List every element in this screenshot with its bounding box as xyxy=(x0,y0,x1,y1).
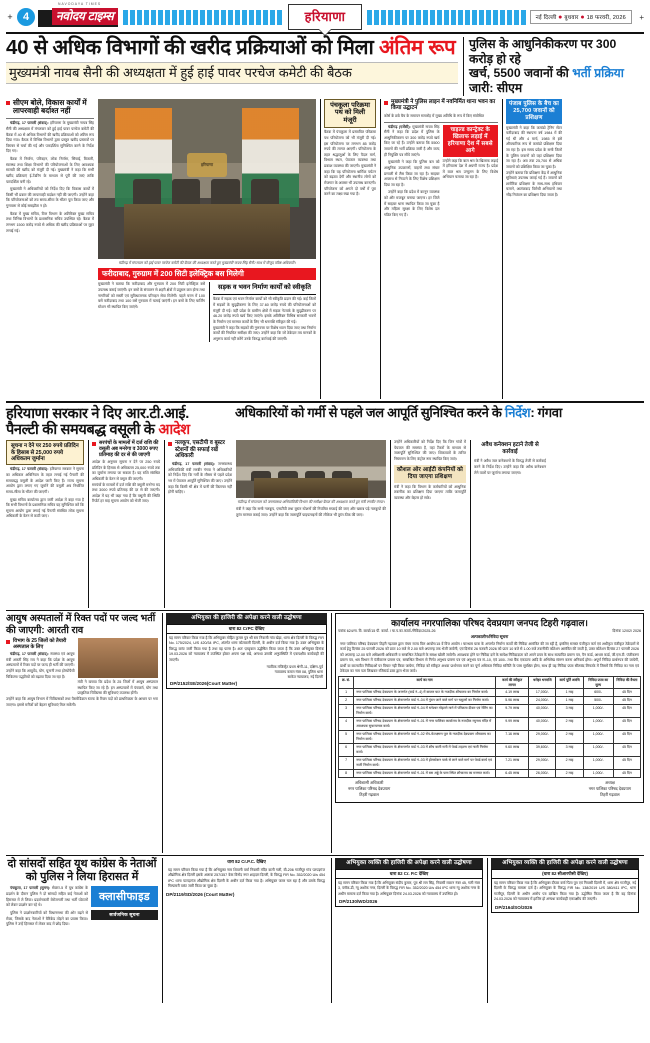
notice-3-col xyxy=(331,858,483,1003)
tender-sign-left xyxy=(348,780,390,798)
lower-grid xyxy=(6,613,644,853)
cell-duration: 3 माह xyxy=(556,744,583,757)
police-headline-highlight: भर्ती प्रक्रिया xyxy=(572,66,624,81)
col-police xyxy=(380,99,498,399)
cell-form: 600/- xyxy=(583,689,613,697)
lead-headline-text: 40 से अधिक विभागों की खरीद प्रक्रियाओं को मिला xyxy=(6,36,379,59)
cell-cost: 5.96 लाख xyxy=(496,697,529,705)
cell-work: नगर पालिका परिषद देवप्रयाग के क्षेत्रान्तर्गत वार्ड नं.-04 में धनेश्वर मोहल्ले मार्ग में परिक्रमा दीवार एवं रेलिंग का निर्माण कार्य। xyxy=(354,705,496,718)
notice-1-court-1: न्यायिक मजिस्ट्रेट प्रथम श्रेणी-11, दक्षिण-पूर्व xyxy=(266,664,323,669)
road-body: बैठक में सड़क एवं भवन निर्माण कार्यों को भी स्वीकृति प्रदान की गई। कई जिलों में सड़कों के सुदृढ़ीकरण के लिए 37.60 करोड़ रुपये की परियोजनाओं को मंजूरी दी गई। वहीं प्रदेश के ग्रामीण क्षेत्रों में सड़क नेटवर्क के सुदृढ़ीकरण पर 46.20 करोड़ रुपये खर्च किए जाएंगे। इसके अतिरिक्त विभिन्न सरकारी भवनों के निर्माण एवं मरम्मत कार्यों के लिए भी धनराशि स्वीकृत की गई। xyxy=(212,297,316,324)
cell-duration: 2 माह xyxy=(556,757,583,770)
notice-1-col xyxy=(162,613,327,853)
lead-headline-row xyxy=(6,37,644,96)
table-row xyxy=(339,689,641,697)
cell-work: नगर पालिका परिषद देवप्रयाग के क्षेत्रान्तर्गत वार्ड नं.-03 में होमस्टेशन पार्क से लाने वाले मार्ग पर पेवर्ड कार्य एवं नाली निर्माण कार्य। xyxy=(354,757,496,770)
police-text-col xyxy=(384,125,440,221)
water-text-col xyxy=(390,440,466,608)
dateline xyxy=(530,10,632,24)
dateline-city: नई दिल्ली xyxy=(535,14,557,21)
table-row xyxy=(339,697,641,705)
notice-1-title: अभियुक्त की हाजिरी की अपेक्षा करने वाली उद्घोषणा xyxy=(166,613,327,624)
table-row xyxy=(339,770,641,778)
seat-3 xyxy=(211,179,239,205)
water-headline-hl: निर्देश xyxy=(504,404,531,420)
cell-form: 1,000/- xyxy=(583,757,613,770)
water-bullet: नलकूप, एसटीपी व बूस्टर स्टेशनों की सफाई रखें अधिकारी xyxy=(168,440,232,460)
cell-deposit: 39,600/- xyxy=(529,744,556,757)
cell-sn: 5 xyxy=(339,731,354,744)
masthead xyxy=(6,1,644,30)
rti-body-3: आदेश के अनुसार सूचना न देने पर 250 रुपये प्रतिदिन के हिसाब से अधिकतम 25,000 रुपये तक का जुर्माना लगाया जा सकता है। यह राशि संबंधित अधिकारी के वेतन से वसूल की जाएगी। xyxy=(92,460,160,481)
th-deposit: धरोहर धनराशि xyxy=(529,677,556,689)
water-photo xyxy=(236,440,386,498)
table-row xyxy=(339,731,641,744)
congress-dateline: पंचकूला, 17 फरवरी (सुमन): xyxy=(10,886,51,891)
water-photo-col xyxy=(236,440,386,608)
ayush-body-3: उन्होंने कहा कि आयुष विभाग में चिकित्सकों तथा पैरामेडिकल स्टाफ के रिक्त पदों को प्राथमिकता के आधार पर भरा जाएगा। इससे मरीजों को बेहतर सुविधाएं मिल सकेंगी। xyxy=(6,696,158,707)
ayush-para-1 xyxy=(6,652,75,680)
cell-cost: 9.79 लाख xyxy=(496,705,529,718)
bottom-grid xyxy=(6,858,644,1003)
police-headline-a: खर्च, 5500 जवानों की xyxy=(469,66,573,81)
podium xyxy=(124,204,290,258)
notice-3-section: धारा 82 Cr. P.C देखिए xyxy=(336,870,482,879)
lead-para-2: बैठक में निर्माण, परिवहन, लोक निर्माण, सिंचाई, बिजली, स्वास्थ्य तथा शिक्षा विभागों की परियोजनाओं के लिए आवश्यक सामग्री की खरीद को मंजूरी दी गई। मुख्यमंत्री ने कहा कि सभी खरीद प्रक्रियाएं ई-टेंडरिंग के माध्यम से पूरी की जाएं ताकि पारदर्शिता बनी रहे। xyxy=(6,157,94,184)
cell-sn: 2 xyxy=(339,697,354,705)
rti-dateline: चंडीगढ़, 17 फरवरी (संवाद): xyxy=(10,467,49,472)
congress-text xyxy=(6,886,88,929)
notice-3-title: अभियुक्त व्यक्ति की हाजिरी की अपेक्षा करने वाली उद्घोषणा xyxy=(335,858,483,869)
notice-1-body: यह समन परिवार किया गया है कि अभियुक्त मोहित कुमार पुत्र श्री राम निवासी गांव खेड़ा, थाना क्षेत्र दिल्ली के विरुद्ध FIR No. 175/2024, U/S 420/34 IPC, अंतर्गत थाना कोतवाली दिल्ली, के अधीन दर्ज किया गया है। उक्त अभियुक्त के विरुद्ध वारंट जारी किया गया है तथा वह फरार है। अतः एतद्द्वारा उद्घोषित किया जाता है कि उक्त अभियुक्त दिनांक 19.03.2026 को न्यायालय में उपस्थित होकर अपना पक्ष रखे, अन्यथा उसकी अनुपस्थिति में एकपक्षीय कार्यवाही की जाएगी। xyxy=(169,636,324,662)
cell-form: 1,000/- xyxy=(583,770,613,778)
water-body-1 xyxy=(168,462,232,496)
cell-sn: 3 xyxy=(339,705,354,718)
ayush-dateline: चंडीगढ़, 17 फरवरी (संवाद): xyxy=(10,652,49,657)
classified-col xyxy=(91,886,158,929)
bus-banner: फरीदाबाद, गुरुग्राम में 200 सिटी इलेक्ट्रिक बस मिलेगी xyxy=(98,268,316,281)
notice-4-title: अभियुक्त व्यक्ति की हाजिरी की अपेक्षा करने वाली उद्घोषणा xyxy=(491,858,639,869)
section-tab-haryana xyxy=(288,4,363,30)
lead-right-col xyxy=(463,37,643,96)
water-headline-col xyxy=(235,406,642,438)
cell-duration: 1 माह xyxy=(556,697,583,705)
police-para-3: उन्होंने कहा कि प्रदेश में कानून व्यवस्था को और मजबूत बनाया जाएगा। हर जिले में साइबर थाना स्थापित किया जा चुका है और महिला सुरक्षा के लिए विशेष दल गठित किए गए हैं। xyxy=(384,190,440,217)
cell-duration: 3 माह xyxy=(556,705,583,718)
police-subnote: कोर्स के छठे बैच के समापन समारोह में मुख्य अतिथि के रूप में किए संबोधित xyxy=(384,113,484,118)
cell-deposit: 29,000/- xyxy=(529,757,556,770)
section-divider-3 xyxy=(6,855,644,856)
water-subbox-title: कौशल ओर आईटी कंपनियों को दिया जाएगा प्रशिक्षण xyxy=(394,465,466,483)
classified-badge: क्लासीफाइड xyxy=(91,886,158,907)
lead-body-1: हरियाणा के मुख्यमंत्री नायब सिंह सैनी की अध्यक्षता में मंगलवार को हुई हाई पावर परचेज कमेटी की बैठक में 40 से अधिक विभागों की खरीद प्रक्रियाओं को अंतिम रूप दिया गया। बैठक में विभिन्न विभागों द्वारा प्रस्तुत खरीद प्रस्तावों पर विस्तार से चर्चा की गई और पारदर्शिता सुनिश्चित करने के निर्देश दिए गए। xyxy=(6,121,94,154)
police-body xyxy=(384,125,440,219)
table-row xyxy=(339,757,641,770)
public-notice-label: सार्वजनिक सूचना xyxy=(91,910,158,920)
ayush-body-2: मंत्री ने बताया कि प्रदेश के 25 जिलों में आयुष अस्पताल स्थापित किए जा रहे हैं। इन अस्पतालों में पंचकर्म, योग तथा प्राकृतिक चिकित्सा की सुविधाएं उपलब्ध होंगी। xyxy=(77,680,158,696)
col-lead-text xyxy=(6,99,94,399)
water-para-1 xyxy=(168,462,232,496)
rti-para-2: मुख्य सचिव कार्यालय द्वारा जारी आदेश में कहा गया है कि सभी विभागों के प्रशासनिक सचिव यह सुनिश्चित करें कि सूचना आयोग द्वारा लगाई गई पैनल्टी संबंधित लोक सूचना अधिकारी के वेतन से काटी जाए। xyxy=(6,497,84,519)
water-b1: जनस्वास्थ्य अभियांत्रिकी मंत्री रणबीर गंगवा ने अधिकारियों को निर्देश दिए कि गर्मी के मौसम से पहले प्रदेश भर में पेयजल आपूर्ति सुनिश्चित की जाए। उन्होंने कहा कि किसी भी क्षेत्र में पानी की किल्लत नहीं होनी चाहिए। xyxy=(168,462,232,495)
cell-cost: 7.16 लाख xyxy=(496,731,529,744)
cell-validity: 45 दिन xyxy=(613,770,640,778)
cell-duration: 2 माह xyxy=(556,731,583,744)
middle-headline-row xyxy=(6,406,644,438)
cell-deposit: 29,000/- xyxy=(529,731,556,744)
lead-bullet: सीएम बोले, विकास कार्यों में लापरवाही बर्दाश्त नहीं xyxy=(6,99,94,117)
congress-col xyxy=(6,858,158,1003)
sign-right-1: अध्यक्ष xyxy=(605,780,615,786)
lead-body xyxy=(6,121,94,234)
tender-box xyxy=(335,613,644,803)
table-row xyxy=(339,705,641,718)
notice-1-court xyxy=(167,665,326,681)
cell-work: नगर पालिका परिषद देवप्रयाग के क्षेत्रान्तर्गत वार्ड नं.-01 में नगर पालिका कार्यालय के नजदीक रघुनाथ मंदिर में आवश्यक सुधारात्मक कार्य। xyxy=(354,718,496,731)
bus-body: मुख्यमंत्री ने बताया कि फरीदाबाद और गुरुग्राम में 200 सिटी इलेक्ट्रिक बसें उपलब्ध कराई जाएंगी। इन बसों के संचालन से शहरी क्षेत्रों में प्रदूषण कम होगा तथा नागरिकों को सस्ती एवं सुविधाजनक परिवहन सेवा मिलेगी। पहले चरण में 100 बसें फरीदाबाद तथा 100 बसें गुरुग्राम में चलाई जाएंगी। इन बसों के लिए चार्जिंग स्टेशन भी स्थापित किए जाएंगे। xyxy=(98,282,205,309)
section-divider-2 xyxy=(6,610,644,611)
w-table xyxy=(254,478,368,498)
police-para-2: मुख्यमंत्री ने कहा कि पुलिस बल को आधुनिक उपकरणों, वाहनों तथा संचार प्रणाली से लैस किया जा रहा है। साइबर अपराध से निपटने के लिए विशेष प्रशिक्षण दिया जा रहा है। xyxy=(384,160,440,187)
th-form: निविदा प्रपत्र का मूल्य xyxy=(583,677,613,689)
police-redbox-body: उन्होंने कहा कि बाल श्रम के खिलाफ लड़ाई में हरियाणा देश में अग्रणी राज्य है। प्रदेश में बाल श्रम उन्मूलन के लिए विशेष अभियान चलाया जा रहा है। xyxy=(442,158,499,180)
th-cost: कार्य की स्वीकृत लागत xyxy=(496,677,529,689)
water-dateline: चंडीगढ़, 17 फरवरी (संवाद): xyxy=(172,462,216,467)
cell-cost: 9.60 लाख xyxy=(496,744,529,757)
tender-signatures xyxy=(338,778,641,800)
lead-headline xyxy=(6,37,458,60)
notice-3-refno: DP/2130/WD/2026 xyxy=(339,899,378,905)
tender-office-title: कार्यालय नगरपालिका परिषद देवप्रयाग जनपद टिहरी गढ़वाल। xyxy=(391,618,588,629)
notice-2-section: धारा 82 Cr.P.C. देखिए xyxy=(227,859,266,865)
logo-wordmark: नवोदय टाइम्स xyxy=(52,8,118,27)
bus-col xyxy=(98,282,205,342)
ayush-headline: आयुष अस्पतालों में रिक्त पदों पर जल्द भर्ती की जाएगी: आरती राव xyxy=(6,613,156,636)
approval-body: बैठक में पंचकूला में प्रस्तावित परिक्रमा पथ परियोजना को भी मंजूरी दी गई। इस परियोजना पर लगभग 85 करोड़ रुपये की लागत आएगी। परियोजना के तहत श्रद्धालुओं के लिए पैदल मार्ग, विश्राम स्थल, पेयजल व्यवस्था तथा प्रकाश व्यवस्था की जाएगी। मुख्यमंत्री ने कहा कि यह परियोजना धार्मिक पर्यटन को बढ़ावा देगी और स्थानीय लोगों को रोजगार के अवसर भी उपलब्ध कराएगी। परियोजना को अगले दो वर्षों में पूरा करने का लक्ष्य रखा गया है। xyxy=(324,130,376,197)
dateline-day: बुधवार xyxy=(564,14,579,21)
cell-deposit: 24,000/- xyxy=(529,697,556,705)
tender-letter-no: पत्रांक 624/ना. वि. कार्या/15 पी. कार्या. / चा.प.का.कार्या./निविदा/2025-26 xyxy=(338,629,436,634)
lead-left-col xyxy=(6,37,458,96)
cell-validity: 45 दिन xyxy=(613,731,640,744)
tender-sign-right xyxy=(589,780,631,798)
cell-work: नगर पालिका परिषद देवप्रयाग के क्षेत्रान्तर्गत वार्ड नं.-01 में बस अड्डे के पास स्थित शौचालय का मरम्मत कार्य। xyxy=(354,770,496,778)
decorative-bars-left xyxy=(123,10,282,25)
cell-sn: 7 xyxy=(339,757,354,770)
water-bullet-col xyxy=(164,440,232,608)
tender-date: दिनांक 12/02/ 2026 xyxy=(612,629,641,634)
notice-1-court-2: न्यायालय कमरा नंबर 08, पुलिस थाना xyxy=(274,669,323,674)
cell-validity: 45 दिन xyxy=(613,718,640,731)
rti-body-1: हरियाणा सरकार ने सूचना का अधिकार अधिनियम के तहत लगाई गई पैनल्टी की समयबद्ध वसूली के आदेश जारी किए हैं। राज्य सूचना आयोग द्वारा लगाए गए जुर्माने की वसूली अब निर्धारित समय-सीमा के भीतर की जाएगी। xyxy=(6,467,84,494)
page-number-badge: 4 xyxy=(17,8,35,26)
training-body-2: उन्होंने बताया कि प्रशिक्षण केंद्र में आधुनिक सुविधाएं उपलब्ध कराई गई हैं। जवानों को शारीरिक प्रशिक्षण के साथ-साथ हथियार चलाने, आतंकवाद विरोधी अभियानों तथा भीड़ नियंत्रण का प्रशिक्षण दिया जाता है। xyxy=(506,170,563,198)
training-title: पंजाब पुलिस के बैच का 25,700 जवानों को प्रशिक्षण xyxy=(506,99,562,124)
rti-bullet-col xyxy=(88,440,160,608)
cell-work: नगर पालिका परिषद देवप्रयाग के क्षेत्रान्तर्गत वार्ड नं.-03 में शौच वाली गली में पेवर्ड टाइल्स एवं नाली निर्माण कार्य। xyxy=(354,744,496,757)
logo-black-block xyxy=(38,10,52,27)
water-body-3: उन्होंने अधिकारियों को निर्देश दिए कि जिन गांवों में पेयजल की समस्या है, वहां टैंकरों के माध्यम से जलापूर्ति सुनिश्चित की जाए। शिकायतों के त्वरित निस्तारण के लिए कंट्रोल रूम स्थापित किए जाएं। xyxy=(394,440,466,461)
notice-4-body: यह समन परिवार किया गया है कि अभियुक्त दीपक वर्मा पिता पुत्र एवं निवासी दिल्ली में, थाना क्षेत्र गाजीपुर, नई दिल्ली के विरुद्ध मामला दर्ज है। अभियुक्त के विरुद्ध FIR No. 138/2019 U/S 380/411 IPC, थाना गाजीपुर, दिल्ली के अधीन आरोप पत्र दाखिल किया गया है। उद्घोषित किया जाता है कि वह दिनांक 24.03.2026 को न्यायालय में हाजिर हो अन्यथा कार्यवाही एकपक्षीय की जाएगी। xyxy=(494,881,636,902)
lead-photo-caption: चंडीगढ़ में मंगलवार को हाई पावर परचेज कमेटी की बैठक की अध्यक्षता करते हुए मुख्यमंत्री नायब सिंह सैनी। साथ में मौजूद वरिष्ठ अधिकारी। xyxy=(118,260,296,265)
cell-cost: 9.99 लाख xyxy=(496,718,529,731)
col-photo xyxy=(98,99,316,399)
cell-validity: 45 दिन xyxy=(613,744,640,757)
notice-4-col xyxy=(487,858,639,1003)
rti-headline-2 xyxy=(6,422,231,438)
cell-deposit: 26,000/- xyxy=(529,770,556,778)
ayush-bullet: विभाग के 25 जिलों को तैयारी अस्पताल के लिए xyxy=(6,638,75,650)
section-tab-label: हरियाणा xyxy=(304,9,346,24)
cell-form: 1,000/- xyxy=(583,744,613,757)
middle-body-grid xyxy=(6,440,644,608)
congress-body-row xyxy=(6,886,158,929)
congress-para-2: पुलिस ने प्रदर्शनकारियों को विधानसभा की ओर बढ़ने से रोका, जिसके बाद नेताओं ने बैरिकेड तोड़ने का प्रयास किया। पुलिस ने उन्हें हिरासत में लेकर बाद में छोड़ दिया। xyxy=(6,910,88,927)
congress-para-1 xyxy=(6,886,88,909)
police-body-1: मुख्यमंत्री नायब सिंह सैनी ने कहा कि प्रदेश में पुलिस के आधुनिकीकरण पर 300 करोड़ रुपये खर्च किए जा रहे हैं। उन्होंने बताया कि 5500 जवानों की भर्ती प्रक्रिया जारी है और जल्द ही नियुक्ति पत्र सौंपे जाएंगे। xyxy=(384,124,440,157)
th-sn: क्र. सं. xyxy=(339,677,354,689)
lead-para-4: बैठक में मुख्य सचिव, वित्त विभाग के अतिरिक्त मुख्य सचिव तथा विभिन्न विभागों के प्रशासनिक सचिव उपस्थित रहे। बैठक में लगभग 1500 करोड़ रुपये से अधिक की खरीद प्रक्रियाओं पर मुहर लगाई गई। xyxy=(6,211,94,233)
rti-body-4: सरपंचों के मामलों में दर्ज राशि की वसूली मनरेगा मद तथा 3000 रुपये प्रतिमाह की दर से की जाएगी। आदेश में यह भी कहा गया है कि वसूली की स्थिति रिपोर्ट हर माह सूचना आयोग को भेजी जाए। xyxy=(92,482,160,504)
seat-1 xyxy=(133,179,161,205)
decorative-bars-right xyxy=(367,10,526,25)
notice-3-body: यह समन परिवार किया गया है कि अभियुक्त संदीप कुमार, पुत्र श्री राम सिंह, निवासी मकान नंबर 45, गली नंबर 3, ब्लॉक-डी, न्यू अशोक नगर, दिल्ली के विरुद्ध FIR No. 352/2020 U/s 454 IPC थाना न्यू अशोक नगर के अधीन मामला दर्ज किया गया है। अभियुक्त दिनांक 24.03.2026 को न्यायालय में उपस्थित हो। xyxy=(338,881,480,896)
cell-form: 1,000/- xyxy=(583,731,613,744)
water-headline-end: : गंगवा xyxy=(530,404,563,420)
road-col xyxy=(209,282,316,342)
police-body-row xyxy=(384,125,498,221)
cell-duration: 1 माह xyxy=(556,689,583,697)
tender-subtitle: अल्पकालीन/निविदा सूचना xyxy=(470,634,509,640)
divider-2 xyxy=(384,122,498,123)
cell-cost: 7.21 लाख xyxy=(496,757,529,770)
dateline-date: 18 फरवरी, 2026 xyxy=(586,14,626,21)
cell-validity: 45 दिन xyxy=(613,757,640,770)
congress-b1: सेक्टर-5 में यूथ कांग्रेस के प्रदर्शन के दौरान पुलिस ने दो सांसदों सहित कई नेताओं को हिरासत में ले लिया। प्रदर्शनकारी बेरोजगारी तथा भर्ती घोटालों को लेकर प्रदर्शन कर रहे थे। xyxy=(6,886,88,908)
water-subbox2-title: अवैध कनेक्शन हटाने तेजी से कार्रवाई xyxy=(481,442,539,455)
cell-form: 500/- xyxy=(583,697,613,705)
cell-sn: 8 xyxy=(339,770,354,778)
cell-work: नगर पालिका परिषद देवप्रयाग के क्षेत्रान्तर्गत वार्ड नं.-04 में गुंठन जाने वाले मार्ग पर चबूतरों का निर्माण कार्य। xyxy=(354,697,496,705)
rti-headline-2-hl: आदेश xyxy=(158,421,190,438)
cell-validity: 45 दिन xyxy=(613,697,640,705)
th-validity: निविदा की वैधता xyxy=(613,677,640,689)
sign-right-2: नगर पालिका परिषद देवप्रयाग xyxy=(588,786,631,792)
state-emblem: हरियाणा xyxy=(187,153,227,177)
notice-1-refno: DP/2152/SE/2026(Court Matter) xyxy=(170,680,238,686)
road-title: सड़क व भवन निर्माण कार्यों को स्वीकृति xyxy=(213,282,316,295)
cell-sn: 4 xyxy=(339,718,354,731)
police-headline-line1: पुलिस के आधुनिकीकरण पर 300 करोड़ हो रहे xyxy=(469,37,617,66)
rti-body xyxy=(6,467,84,520)
cell-validity: 45 दिन xyxy=(613,705,640,718)
notice-4-box xyxy=(491,869,639,913)
crop-mark-left: + xyxy=(7,12,13,22)
divider-1 xyxy=(6,118,94,119)
col-training xyxy=(502,99,562,399)
ayush-left xyxy=(6,638,75,697)
police-para-1 xyxy=(384,125,440,159)
publication-logo xyxy=(38,1,118,27)
lead-headline-highlight: अंतिम रूप xyxy=(378,36,456,59)
upper-body-grid xyxy=(6,99,644,399)
crop-mark-right: + xyxy=(639,12,644,22)
sign-right-3: टिहरी गढ़वाल xyxy=(600,792,620,798)
seat-4 xyxy=(251,179,279,205)
rti-headline-1: हरियाणा सरकार ने दिए आर.टी.आई. xyxy=(6,405,189,422)
cell-deposit: 17,000/- xyxy=(529,689,556,697)
table-row xyxy=(339,718,641,731)
dateline-sep-1: ● xyxy=(558,14,563,21)
police-bullet: मुख्यमंत्री ने पुलिस लाइन में नवनिर्मित थाना भवन का किया उद्घाटन xyxy=(384,99,498,112)
col-approval xyxy=(320,99,376,399)
lead-photo xyxy=(98,99,316,259)
lead-para-3: मुख्यमंत्री ने अधिकारियों को निर्देश दिए कि विकास कार्यों में किसी भी प्रकार की लापरवाही बर्दाश्त नहीं की जाएगी। उन्होंने कहा कि परियोजनाओं को तय समय-सीमा के भीतर पूरा किया जाए और गुणवत्ता से कोई समझौता न हो। xyxy=(6,187,94,209)
bus-road-row xyxy=(98,282,316,342)
notice-1-section: धारा 82 CrPC देखिए xyxy=(167,625,326,634)
cell-duration: 2 माह xyxy=(556,718,583,731)
rti-box-title: सूचना न देने पर 250 रुपये प्रतिदिन के हिसाब से 25,000 रुपये अधिकतम जुर्माना xyxy=(6,440,84,465)
tender-col xyxy=(331,613,644,853)
notice-2-refno: DP/2119/SD/2026 (Court Matter) xyxy=(166,891,235,897)
cell-deposit: 40,000/- xyxy=(529,705,556,718)
water-headline-text: अधिकारियों को गर्मी से पहले जल आपूर्ति सुनिश्चित करने के xyxy=(235,404,505,420)
congress-headline: दो सांसदों सहित यूथ कांग्रेस के नेताओं को पुलिस ने लिया हिरासत में xyxy=(7,858,157,884)
congress-body xyxy=(6,886,88,927)
cell-deposit: 40,000/- xyxy=(529,718,556,731)
ayush-col xyxy=(6,613,158,853)
cell-validity: 45 दिन xyxy=(613,689,640,697)
ayush-body-1 xyxy=(6,652,75,680)
police-headline-line2 xyxy=(469,66,643,95)
section-divider-1 xyxy=(6,401,644,403)
water-text-col-2 xyxy=(470,440,546,608)
tender-table xyxy=(338,676,641,778)
water-body-2: मंत्री ने कहा कि सभी नलकूप, एसटीपी तथा बूस्टर स्टेशनों की नियमित सफाई की जाए और खराब पड़े नलकूपों की तुरंत मरम्मत कराई जाए। उन्होंने कहा कि जलापूर्ति पाइपलाइनों की लीकेज भी तुरंत ठीक की जाए। xyxy=(236,507,386,517)
ayush-portrait xyxy=(78,638,158,678)
approval-title: पंचकूला परिक्रमा पथ को मिली मंजूरी xyxy=(324,99,376,129)
seat-2 xyxy=(172,179,200,205)
notice-3-box xyxy=(335,869,483,907)
cell-form: 1,000/- xyxy=(583,705,613,718)
police-headline-c: जारी: सीएम xyxy=(469,80,523,95)
table-row xyxy=(339,744,641,757)
ayush-b1: स्वास्थ्य एवं आयुष मंत्री आरती सिंह राव ने कहा कि प्रदेश के आयुष अस्पतालों में रिक्त पदों पर जल्द ही भर्ती की जाएगी। उन्होंने कहा कि आयुर्वेद, योग, यूनानी तथा होम्योपैथी चिकित्सा पद्धतियों को बढ़ावा दिया जा रहा है। xyxy=(6,652,75,679)
notice-4-section: (धारा 82 सीआरपीसी देखिए) xyxy=(492,870,638,879)
cell-work: नगर पालिका परिषद देवप्रयाग के अन्तर्गत (वार्ड नं.-4) में बाजार घाट के नजदीक शौचालय का निर्माण कार्य। xyxy=(354,689,496,697)
police-dateline: चंडीगढ़ (एजेंसी): xyxy=(388,124,411,129)
cell-duration: 2 माह xyxy=(556,770,583,778)
training-body: मुख्यमंत्री ने कहा कि कमांडो ट्रेनिंग सेंटर फरीदाबाद की स्थापना वर्ष 1984 में की गई थी और 4 मार्च, 1985 से इसे औपचारिक रूप से कमांडो प्रशिक्षण दिया जा रहा है। इस समय प्रदेश के सभी जिलों के पुलिस जवानों को यहां प्रशिक्षण दिया जा रहा है। अब तक 25,700 से अधिक जवानों को प्रशिक्षित किया जा चुका है। xyxy=(506,125,562,169)
cell-cost: 4.19 लाख xyxy=(496,689,529,697)
rti-bullet: सरपंचों के मामलों में दर्ज राशि की वसूली अब मनरेगा व 3000 रुपए प्रतिमाह की दर से की जाएगी xyxy=(92,440,160,458)
cell-sn: 6 xyxy=(339,744,354,757)
lead-para-1 xyxy=(6,121,94,155)
water-subbox-body: मंत्री ने कहा कि विभाग के कर्मचारियों को आधुनिक तकनीक का प्रशिक्षण दिया जाएगा ताकि जलापूर्ति व्यवस्था और बेहतर हो सके। xyxy=(394,484,466,500)
rti-box-col xyxy=(6,440,84,608)
cell-sn: 1 xyxy=(339,689,354,697)
lead-dateline: चंडीगढ़, 17 फरवरी (संवाद): xyxy=(10,121,49,126)
tender-rows xyxy=(339,689,641,778)
ayush-body-row xyxy=(6,638,158,697)
notice-2-col xyxy=(162,858,327,1003)
tender-intro: नगर पालिका परिषद देवप्रयाग टिहरी गढ़वाल द्वारा पंचम राज्य वित्त आयोग/15 वें वित्त आयोग / चारधाम यात्रा के अन्तर्गत निर्माण कार्यों की निविदा आमंत्रित की जा रही है, इसलिए समस्त पंजीकृत फर्म एवं अधीकृत पंजीकृत ठेकेदारों से कार्य हेतु दिनांक 25 फरवरी 2026 को प्रातः 10 बजे से 2.00 बजे अपरान्ह तक भेजी जायेगी, एवं दिनांक 26 फरवरी 2026 को प्रातः 10 बजे से 1.00 बजे तकनीकी कोटेशन आमंत्रित की जाती है, उक्त कोटेशन दिनांक 27 फरवरी 2026 को अपरान्ह 12.00 बजे अधिशासी अधिकारी व सम्बन्धित ठेकेदारों के समक्ष खोली जायेगी। आवश्यक होने पर निविदा दरों के सापेक्ष निविदादाता को अपने प्रपत्र के साथ सत्यापित प्रमाण पत्र, पैन कार्ड, आधार कार्ड, जी.एस.टी. पंजीकरण प्रमाण पत्र, श्रम विभाग में पंजीकरण प्रमाण पत्र, सम्बन्धित विभाग से निर्गत अनुभव प्रमाण पत्र एवं अनुभव पत्र सं.-10, एवं 100/- तथा बैंक एकाउन्ट आदि के अभिलेख संलग्न करना अनिवार्य होगा। अपूर्ण निविदा प्रार्थनपत्र की जायेगी, प्रार्थी या कालातीत निविदाओं पर विचार नहीं किया जायेगा, निविदा को स्वीकृत अथवा प्रार्थनपत्र करने का पूर्ण अधिकार निविदा समिति के पास सुरक्षित होगा, साथ ही यह निविदा प्रपत्र सीलबंद लिफाफे में जिसमें कि निविदा का नाम एवं ठेकेदार का नाम पता लिखकर रजिस्टर्ड डाक द्वारा भेजा जाये। xyxy=(340,642,639,673)
cell-cost: 6.45 लाख xyxy=(496,770,529,778)
tender-header-row xyxy=(339,677,641,689)
th-work: कार्य का नाम xyxy=(354,677,496,689)
cell-work: नगर पालिका परिषद देवप्रयाग के क्षेत्रान्तर्गत वार्ड नं.-02 रोप-वे/लक्ष्मण पुल के नजदीक देवप्रयाग शौचालय का निर्माण कार्य। xyxy=(354,731,496,744)
lead-subhead: मुख्यमंत्री नायब सैनी की अध्यक्षता में हुई हाई पावर परचेज कमेटी की बैठक xyxy=(6,62,458,84)
police-redbox-col xyxy=(443,125,499,221)
dateline-sep-2: ● xyxy=(580,14,585,21)
sign-left-2: नगर पालिका परिषद देवप्रयाग xyxy=(348,786,391,792)
water-subbox2-body: मंत्री ने अवैध जल कनेक्शनों के विरुद्ध तेजी से कार्रवाई करने के निर्देश दिए। उन्होंने कहा कि अवैध कनेक्शन लेने वालों पर जुर्माना लगाया जाएगा। xyxy=(474,459,546,475)
th-duration: कार्य पूर्ति अवधि xyxy=(556,677,583,689)
notice-2-body: यह समन परिवार किया गया है कि अभियुक्त नाम शिवानी वर्मा निवासी मंदिर वाली गली, बी-206 गाजीपुर गांव पटपड़गंज औद्योगिक क्षेत्र दिल्ली इसके अलावा 257/357 वेस्ट विनोद नगर शाहदरा दिल्ली, के विरुद्ध FIR No. 352/2020 U/s 454 IPC थाना पटपड़गंज औद्योगिक क्षेत्र दिल्ली के अधीन दर्ज किया गया है। अभियुक्त फरार चल रहा है और उसके विरुद्ध गिरफ्तारी वारंट जारी किया जा चुका है। xyxy=(168,868,325,889)
ayush-right xyxy=(78,638,158,697)
notice-1-box xyxy=(166,624,327,689)
cell-form: 1,000/- xyxy=(583,718,613,731)
water-photo-caption: चंडीगढ़ में मंगलवार को जनस्वास्थ्य अभियांत्रिकी विभाग की समीक्षा बैठक की अध्यक्षता करते हुए मंत्री रणबीर गंगवा। xyxy=(237,500,385,505)
notice-4-refno: DP/2164/SO/2026 xyxy=(495,904,533,910)
rti-para-1 xyxy=(6,467,84,495)
sign-left-1: अधिशासी अधिकारी xyxy=(354,780,384,786)
logo-latin-name: NAVODAYA TIMES xyxy=(58,1,102,6)
sign-left-3: टिहरी गढ़वाल xyxy=(359,792,379,798)
police-redbox-title: चाइल्ड कान्ट्रेक्ट के खिलाफ लड़ाई में हरियाणा देश में सबसे आगे xyxy=(443,125,499,157)
notice-1-court-3: साकेत न्यायालय, नई दिल्ली xyxy=(287,674,323,679)
road-body-2: मुख्यमंत्री ने कहा कि सड़कों की गुणवत्ता पर विशेष ध्यान दिया जाए तथा निर्माण कार्यों की नियमित समीक्षा की जाए। उन्होंने कहा कि जो ठेकेदार तय मानकों के अनुरूप कार्य नहीं करेंगे उनके विरुद्ध कार्रवाई की जाएगी। xyxy=(212,325,316,341)
water-headline xyxy=(235,406,642,421)
rti-headline-col xyxy=(6,406,231,438)
rti-headline-2-text: पैनल्टी की समयबद्ध वसूली के xyxy=(6,421,159,438)
